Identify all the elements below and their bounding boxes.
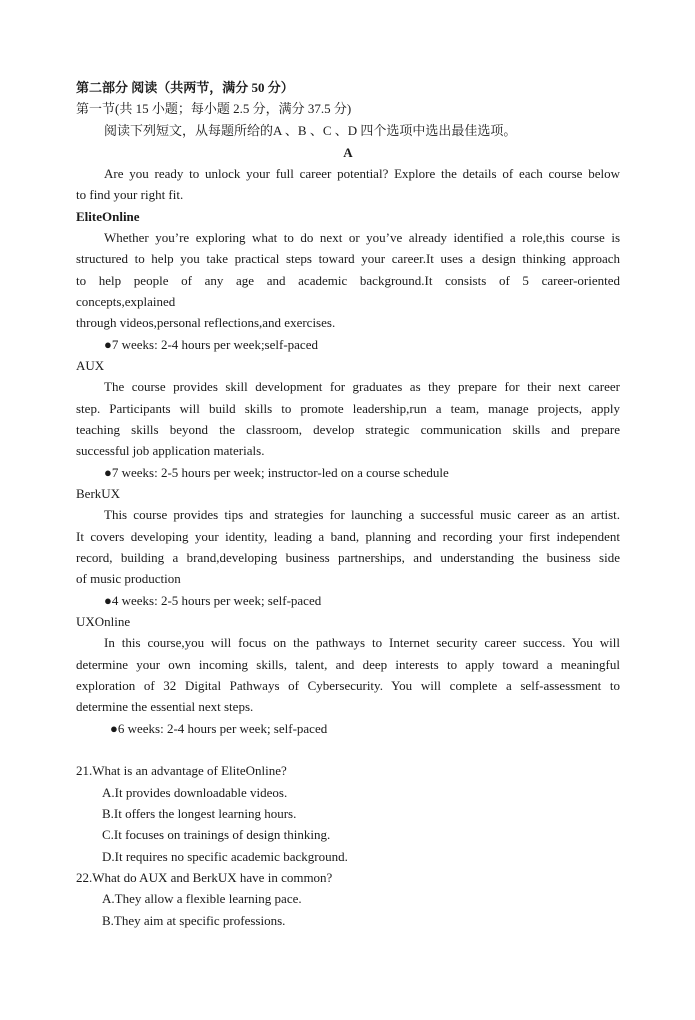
course-detail: ●7 weeks: 2-4 hours per week;self-paced xyxy=(104,337,318,352)
course-detail: ●4 weeks: 2-5 hours per week; self-paced xyxy=(104,593,322,608)
course-text-line: through videos,personal reflections,and exercises. xyxy=(76,315,336,330)
course-text-line: Whether you’re exploring what to do next or you’ve already identified a role,this course is xyxy=(104,230,620,245)
course-text-line: determine the essential next steps. xyxy=(76,699,254,714)
instructions: 阅读下列短文，从每题所给的A 、B 、C 、D 四个选项中选出最佳选项。 xyxy=(104,123,517,138)
intro-line: Are you ready to unlock your full career potential? Explore the details of each course below xyxy=(104,166,620,181)
course-text-line: determine your own incoming skills, talent, and deep interests to apply toward a meaningful xyxy=(76,657,620,672)
intro-line: to find your right fit. xyxy=(76,187,184,202)
course-name: AUX xyxy=(76,358,105,373)
course-detail: ●7 weeks: 2-5 hours per week; instructor-led on a course schedule xyxy=(104,465,449,480)
course-text-line: teaching skills beyond the classroom, develop strategic communication skills and prepare xyxy=(76,422,620,437)
question-option: B.It offers the longest learning hours. xyxy=(102,806,297,821)
course-text-line: concepts,explained xyxy=(76,294,176,309)
course-text-line: It covers developing your identity, leading a band, planning and recording your first independent xyxy=(76,529,620,544)
question-option: A.They allow a flexible learning pace. xyxy=(102,891,302,906)
course-name: UXOnline xyxy=(76,614,131,629)
course-text-line: structured to help you take practical steps toward your career.It uses a design thinking approach xyxy=(76,251,620,266)
question-option: D.It requires no specific academic background. xyxy=(102,849,348,864)
course-text-line: step. Participants will build skills to promote leadership,run a team, manage projects, apply xyxy=(76,401,620,416)
course-text-line: In this course,you will focus on the pathways to Internet security career success. You will xyxy=(104,635,620,650)
course-text-line: record, building a brand,developing business partnerships, and understanding the business side xyxy=(76,550,620,565)
course-detail: ●6 weeks: 2-4 hours per week; self-paced xyxy=(110,721,328,736)
subsection-title: 第一节(共 15 小题；每小题 2.5 分，满分 37.5 分) xyxy=(76,101,352,116)
course-text-line: to help people of any age and academic background.It consists of 5 career-oriented xyxy=(76,273,620,288)
course-text-line: successful job application materials. xyxy=(76,443,265,458)
question-option: A.It provides downloadable videos. xyxy=(102,785,288,800)
course-name: EliteOnline xyxy=(76,209,140,224)
course-text-line: This course provides tips and strategies for launching a successful music career as an artist. xyxy=(104,507,620,522)
question-option: C.It focuses on trainings of design thinking. xyxy=(102,827,331,842)
course-text-line: The course provides skill development for graduates as they prepare for their next career xyxy=(104,379,620,394)
course-name: BerkUX xyxy=(76,486,121,501)
course-text-line: of music production xyxy=(76,571,181,586)
question-option: B.They aim at specific professions. xyxy=(102,913,286,928)
question-stem: 22.What do AUX and BerkUX have in common? xyxy=(76,870,333,885)
section-title: 第二部分 阅读（共两节，满分 50 分） xyxy=(76,80,294,95)
course-text-line: exploration of 32 Digital Pathways of Cybersecurity. You will complete a self-assessment to xyxy=(76,678,620,693)
passage-letter: A xyxy=(343,145,353,160)
question-stem: 21.What is an advantage of EliteOnline? xyxy=(76,763,287,778)
